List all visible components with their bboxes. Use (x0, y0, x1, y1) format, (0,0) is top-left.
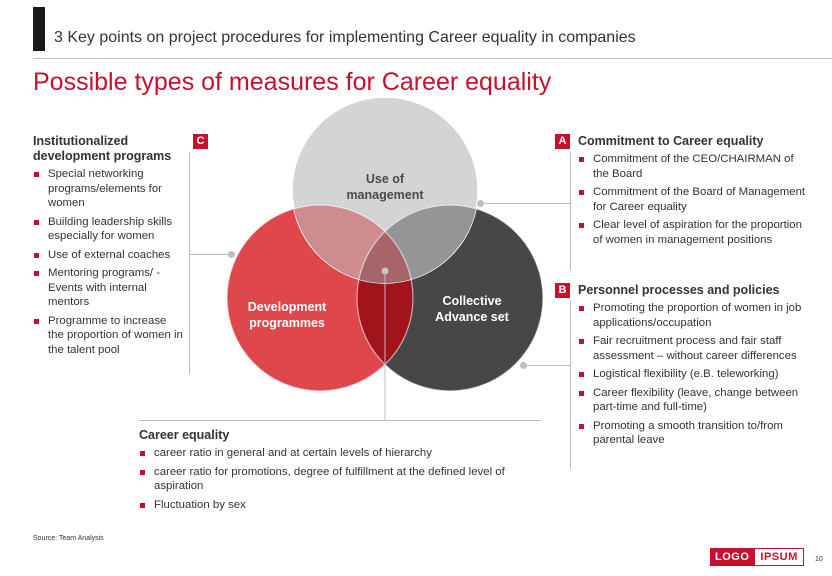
page-title: Possible types of measures for Career equality (33, 68, 552, 96)
page-number: 10 (815, 556, 823, 563)
badge-c: C (193, 134, 208, 149)
list-item: career ratio for promotions, degree of fulfillment at the defined level of aspiration (139, 465, 539, 494)
header-title: 3 Key points on project procedures for implementing Career equality in companies (54, 29, 636, 46)
list-item: Promoting a smooth transition to/from parental leave (578, 419, 810, 448)
list-item: Mentoring programs/ -Events with internal mentors (33, 266, 185, 310)
list-item: Commitment of the CEO/CHAIRMAN of the Board (578, 152, 808, 181)
list-item: Commitment of the Board of Management for Career equality (578, 185, 808, 214)
badge-a: A (555, 134, 570, 149)
section-c-title: Institutionalized development programs (33, 134, 172, 163)
connector-a-dot (477, 200, 484, 207)
logo (710, 548, 804, 566)
section-c-list (33, 167, 185, 357)
career-equality-panel (139, 428, 539, 516)
section-a-title: Commitment to Career equality (578, 134, 764, 148)
connector-c-horizontal (189, 254, 230, 255)
venn-label-collective: Collective Advance set (435, 294, 509, 324)
list-item: Promoting the proportion of women in job applications/occupation (578, 301, 810, 330)
list-item: Building leadership skills especially for women (33, 215, 185, 244)
list-item: career ratio in general and at certain levels of hierarchy (139, 446, 539, 461)
list-item: Fluctuation by sex (139, 498, 539, 513)
section-b-list (578, 301, 810, 448)
section-c-panel (33, 134, 185, 361)
career-equality-divider (139, 420, 541, 421)
connector-a-vertical (570, 152, 571, 270)
logo-part-1: LOGO (710, 548, 754, 566)
list-item: Fair recruitment process and fair staff assessment – without career differences (578, 334, 810, 363)
list-item: Programme to increase the proportion of women in the talent pool (33, 314, 185, 358)
section-a-list (578, 152, 808, 247)
venn-label-management: Use of management (346, 172, 424, 202)
connector-c-dot (228, 251, 235, 258)
badge-b: B (555, 283, 570, 298)
list-item: Special networking programs/elements for women (33, 167, 185, 211)
connector-b-vertical (570, 301, 571, 469)
section-b-title: Personnel processes and policies (578, 283, 780, 297)
career-equality-title: Career equality (139, 428, 230, 442)
list-item: Logistical flexibility (e.B. teleworking) (578, 367, 810, 382)
list-item: Clear level of aspiration for the proportion of women in management positions (578, 218, 808, 247)
section-a-panel (578, 134, 808, 251)
list-item: Career flexibility (leave, change between part-time and full-time) (578, 386, 810, 415)
connector-b-dot (520, 362, 527, 369)
career-equality-list (139, 446, 539, 512)
section-b-panel (578, 283, 810, 452)
connector-b-horizontal (524, 365, 570, 366)
venn-label-development: Development programmes (247, 300, 327, 330)
connector-a-horizontal (482, 203, 570, 204)
connector-c-vertical (189, 152, 190, 374)
list-item: Use of external coaches (33, 248, 185, 263)
source-note: Source: Team Analysis (33, 535, 104, 542)
logo-part-2: IPSUM (754, 548, 803, 566)
